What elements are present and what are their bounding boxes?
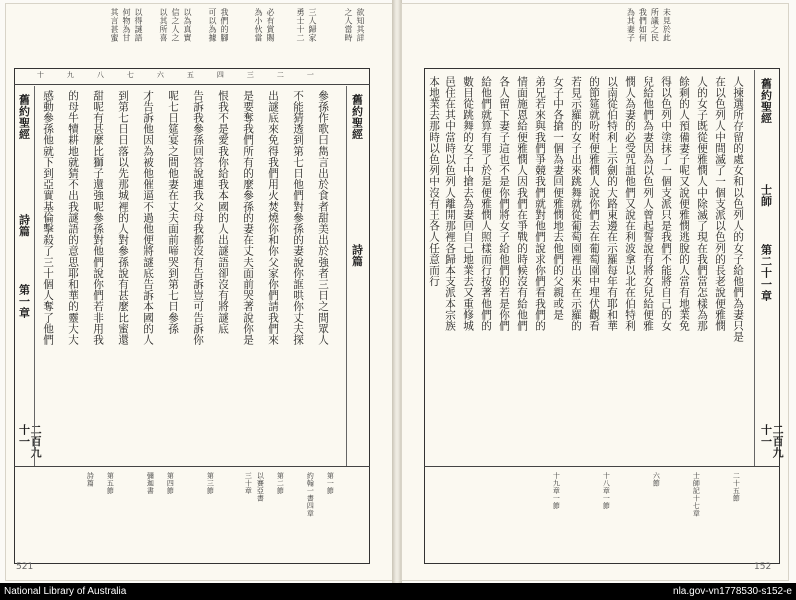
note: 十八章一節 [602,472,611,510]
note: 三十章 [244,472,253,495]
top-note: 三人歸家 [308,8,317,42]
note: 第五節 [106,472,115,495]
header-rule [14,84,370,85]
item-identifier: nla.gov-vn1778530-s152-e [673,586,792,597]
note: 十九章一節 [552,472,561,510]
top-note: 信之人之 [171,8,180,42]
text-column: 出謎底來免得我們用火焚燒你和你父家你們請我們來 [267,90,280,346]
text-column: 兒給他們為妻因為以色列人曾起誓說有將女兒給便雅 [642,76,655,332]
note: 二十五節 [732,472,741,502]
top-note: 為其妻子 [626,8,636,42]
verse-number: 八 [96,71,105,79]
verse-number: 一 [306,71,315,79]
top-note: 我們的腳 [220,8,229,42]
top-note: 以其所喜 [159,8,168,42]
top-note: 勇士十二 [296,8,305,42]
verse-number: 七 [126,71,135,79]
verse-number: 十 [36,71,45,79]
top-note: 可以為據 [208,8,217,42]
book-title: 舊約聖經 [350,94,364,140]
note: 六節 [652,472,661,487]
running-book: 士師 [759,184,773,207]
text-column: 女子中各搶一個為妻回便雅憫地去他們的父親或是 [552,76,565,321]
text-column: 本地業去那時以色列中沒有王各人任意而行 [428,76,441,287]
verse-number: 四 [216,71,225,79]
verse-number: 五 [186,71,195,79]
book-name: 詩篇 [350,244,364,267]
note: 第三節 [206,472,215,495]
top-note: 何物為甘 [122,8,131,42]
text-column: 呢七日筵宴之間他妻在丈夫面前啼哭到第七日參孫 [167,90,180,335]
text-column: 給他們就算有罪了於是便雅憫人照樣而行按著他們的 [480,76,493,332]
text-column: 的母牛犢耕地就猜不出我謎語的意思耶和華的靈大大 [67,90,80,346]
margin-rule [346,86,347,466]
margin-rule [754,70,755,466]
text-column: 恨我不是愛我你給我本國的人出謎語卻沒有將謎底 [217,90,230,335]
verse-number: 九 [66,71,75,79]
top-note: 必有賞賜 [266,8,275,42]
top-note: 未見於此 [662,8,672,42]
running-title: 舊約聖經 [759,78,773,124]
right-page [402,4,788,580]
verse-number: 二 [276,71,285,79]
note: 第二節 [276,472,285,495]
text-column: 參孫作歌曰雋言出於食者甜美出於強者三日之間眾人 [317,90,330,346]
book-gutter [392,0,402,583]
note: 以賽亞書 [256,472,265,502]
text-column: 甜呢有甚麼比獅子還強呢參孫對他們說你們若非用我 [92,90,105,346]
top-note: 其言甚蜜 [110,8,119,42]
top-note: 欲知其詳 [356,8,365,42]
page-number: 二百九十一 [17,424,43,459]
running-book: 詩篇 [17,214,31,237]
top-note: 以得謎語 [134,8,143,42]
top-note: 以為真實 [183,8,192,42]
chapter-label: 第二十一章 [759,244,773,302]
note: 第一節 [326,472,335,495]
text-column: 餘剩的人預備妻子呢又說便雅憫逃脫的人當有地業免 [678,76,691,332]
text-column: 數目從跳舞的女子中搶去為妻回自己地業去又重修城 [462,76,475,332]
top-note: 之人當時 [344,8,353,42]
text-column: 以南從伯特利上示劍的大路東邊在示羅每年有耶和華 [606,76,619,332]
notes-rule [424,466,780,467]
left-page [6,4,392,580]
page-stamp: 152 [754,562,772,572]
note: 士師記十七章 [692,472,701,517]
text-column: 得以色列中塗抹了一個支派只是我們不能將自己的女 [660,76,673,332]
library-credit: National Library of Australia [4,586,127,597]
chapter-label: 第一章 [17,284,31,319]
text-column: 邑住在其中當時以色列人離開那裡各歸本支派本宗族 [444,76,457,332]
page-number: 二百九十一 [759,424,785,459]
attribution-bar [0,583,796,600]
verse-number: 三 [246,71,255,79]
note: 第四節 [166,472,175,495]
note: 詩篇 [86,472,95,487]
text-column: 到第七日日落以先那城裡的人對參孫說有甚麼比蜜還 [117,90,130,346]
top-note: 所議之民 [650,8,660,42]
running-title: 舊約聖經 [17,94,31,140]
top-note: 為小伙當 [254,8,263,42]
text-column: 人揀選所存留的處女和以色列人的女子給他們為妻只是 [732,76,745,343]
text-column: 不能猜透到第七日他們對參孫的妻說你誆哄你丈夫探 [292,90,305,346]
text-column: 若見示羅的女子出來跳舞就從葡萄園裡出來在示羅的 [570,76,583,332]
text-column: 才告訴他因為被他催逼不過他便將謎底告訴本國的人 [142,90,155,346]
text-column: 弟兄若來與我們爭競我們就對他們說求你們看我們的 [534,76,547,332]
text-column: 各人留下妻子這也不是你們將女子給他們的若是你們 [498,76,511,332]
text-column: 的節筵就吩咐便雅憫人說你們去在葡萄園中埋伏觀看 [588,76,601,332]
text-column: 憫人為妻的必受咒詛他們又說在利波拿以北在伯特利 [624,76,637,332]
note: 彌迦書 [146,472,155,495]
page-stamp: 521 [16,562,34,572]
verse-number: 六 [156,71,165,79]
margin-rule [34,86,35,466]
text-column: 告訴我參孫回答說連我父母我都沒有告訴豈可告訴你 [192,90,205,346]
text-column: 在以色列人中間滅了一個支派以色列的長老說便雅憫 [714,76,727,332]
text-column: 是要奪我們所有的麼參孫的妻在丈夫面前哭著說你是 [242,90,255,346]
text-column: 情面施恩給便雅憫人因我們在爭戰的時候沒有給他們 [516,76,529,332]
top-note: 我們如何 [638,8,648,42]
note: 約翰一書四章 [306,472,315,517]
text-column: 感動參孫他就下到亞實基倫擊殺了三十個人奪了他們 [42,90,55,346]
text-column: 人的女子既從便雅憫人中除滅了現在我們當怎樣為那 [696,76,709,332]
notes-rule [14,466,370,467]
